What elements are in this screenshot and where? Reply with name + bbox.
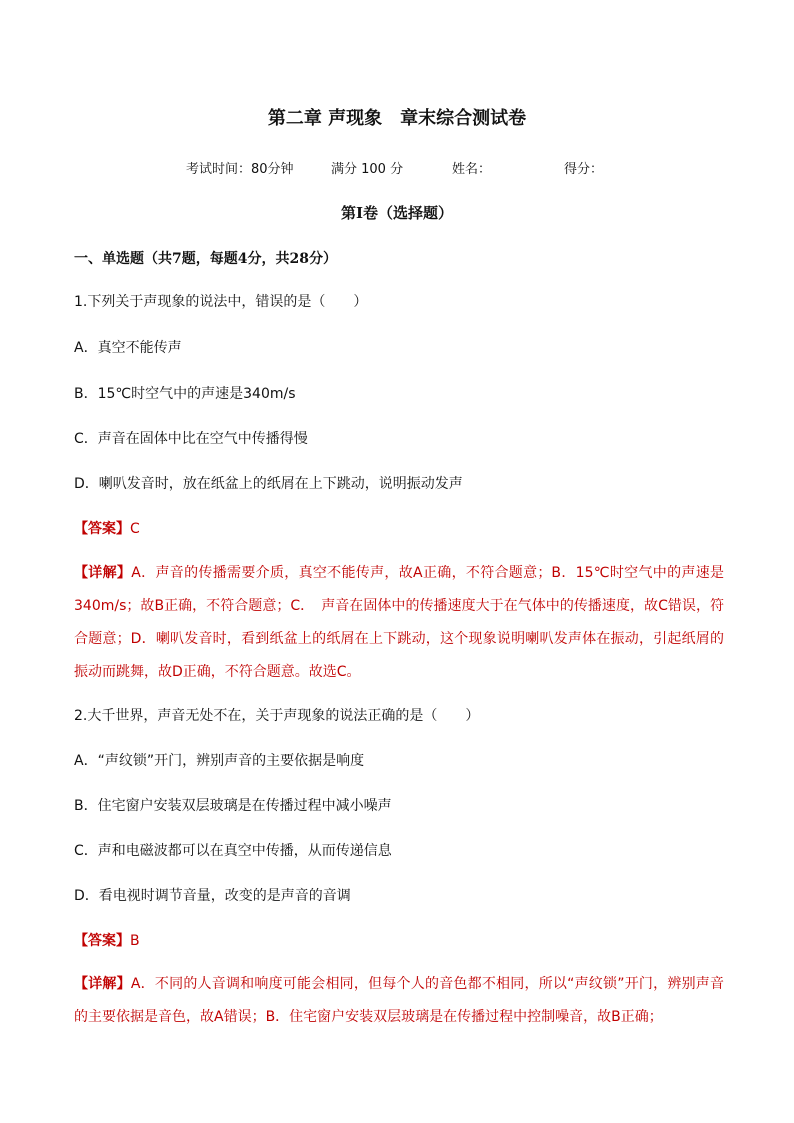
answer-tag: 【答案】	[74, 933, 130, 949]
answer-detail	[74, 557, 724, 689]
question-option: C．声音在固体中比在空气中传播得慢	[74, 431, 308, 447]
question-option: D．喇叭发音时，放在纸盆上的纸屑在上下跳动，说明振动发声	[74, 476, 463, 492]
score-label: 得分：	[564, 162, 604, 177]
detail-tag: 【详解】	[74, 565, 132, 581]
question-option: B．住宅窗户安装双层玻璃是在传播过程中减小噪声	[74, 798, 392, 814]
question-stem: 1.下列关于声现象的说法中，错误的是（ ）	[74, 294, 368, 310]
answer-tag: 【答案】	[74, 521, 130, 537]
answer-detail	[74, 968, 724, 1034]
question-stem: 2.大千世界，声音无处不在，关于声现象的说法正确的是（ ）	[74, 708, 480, 724]
detail-text: A．声音的传播需要介质，真空不能传声，故A正确，不符合题意；B．15℃时空气中的声速是340m/s；故B正确，不符合题意；C． 声音在固体中的传播速度大于在气体中的传播速度，故C错误，符合题意；D．喇叭发音时，看到纸盆上的纸屑在上下跳动，这个现象说明喇叭发声体在振动，引起纸屑的振动而跳舞，故D正确，不符合题意。故选C。	[74, 565, 725, 680]
answer-line	[74, 518, 140, 538]
page-title: 第二章 声现象 章末综合测试卷	[267, 108, 527, 129]
detail-text: A．不同的人音调和响度可能会相同，但每个人的音色都不相同，所以“声纹锁”开门，辨别声音的主要依据是音色，故A错误；B．住宅窗户安装双层玻璃是在传播过程中控制噪音，故B正确；	[74, 976, 725, 1025]
question-option: A．“声纹锁”开门，辨别声音的主要依据是响度	[74, 753, 365, 769]
answer-line	[74, 930, 140, 950]
full-score: 满分 100 分	[331, 162, 404, 177]
answer-value: B	[130, 933, 140, 949]
question-option: C．声和电磁波都可以在真空中传播，从而传递信息	[74, 843, 392, 859]
exam-time: 考试时间：80分钟	[186, 162, 294, 177]
detail-tag: 【详解】	[74, 976, 131, 992]
volume-title: 第Ⅰ卷（选择题）	[340, 204, 454, 222]
question-option: D．看电视时调节音量，改变的是声音的音调	[74, 888, 351, 904]
question-option: B．15℃时空气中的声速是340m/s	[74, 386, 296, 402]
question-option: A．真空不能传声	[74, 340, 182, 356]
name-label: 姓名：	[452, 162, 492, 177]
answer-value: C	[130, 521, 140, 537]
section-title: 一、单选题（共7题，每题4分，共28分）	[74, 251, 337, 267]
